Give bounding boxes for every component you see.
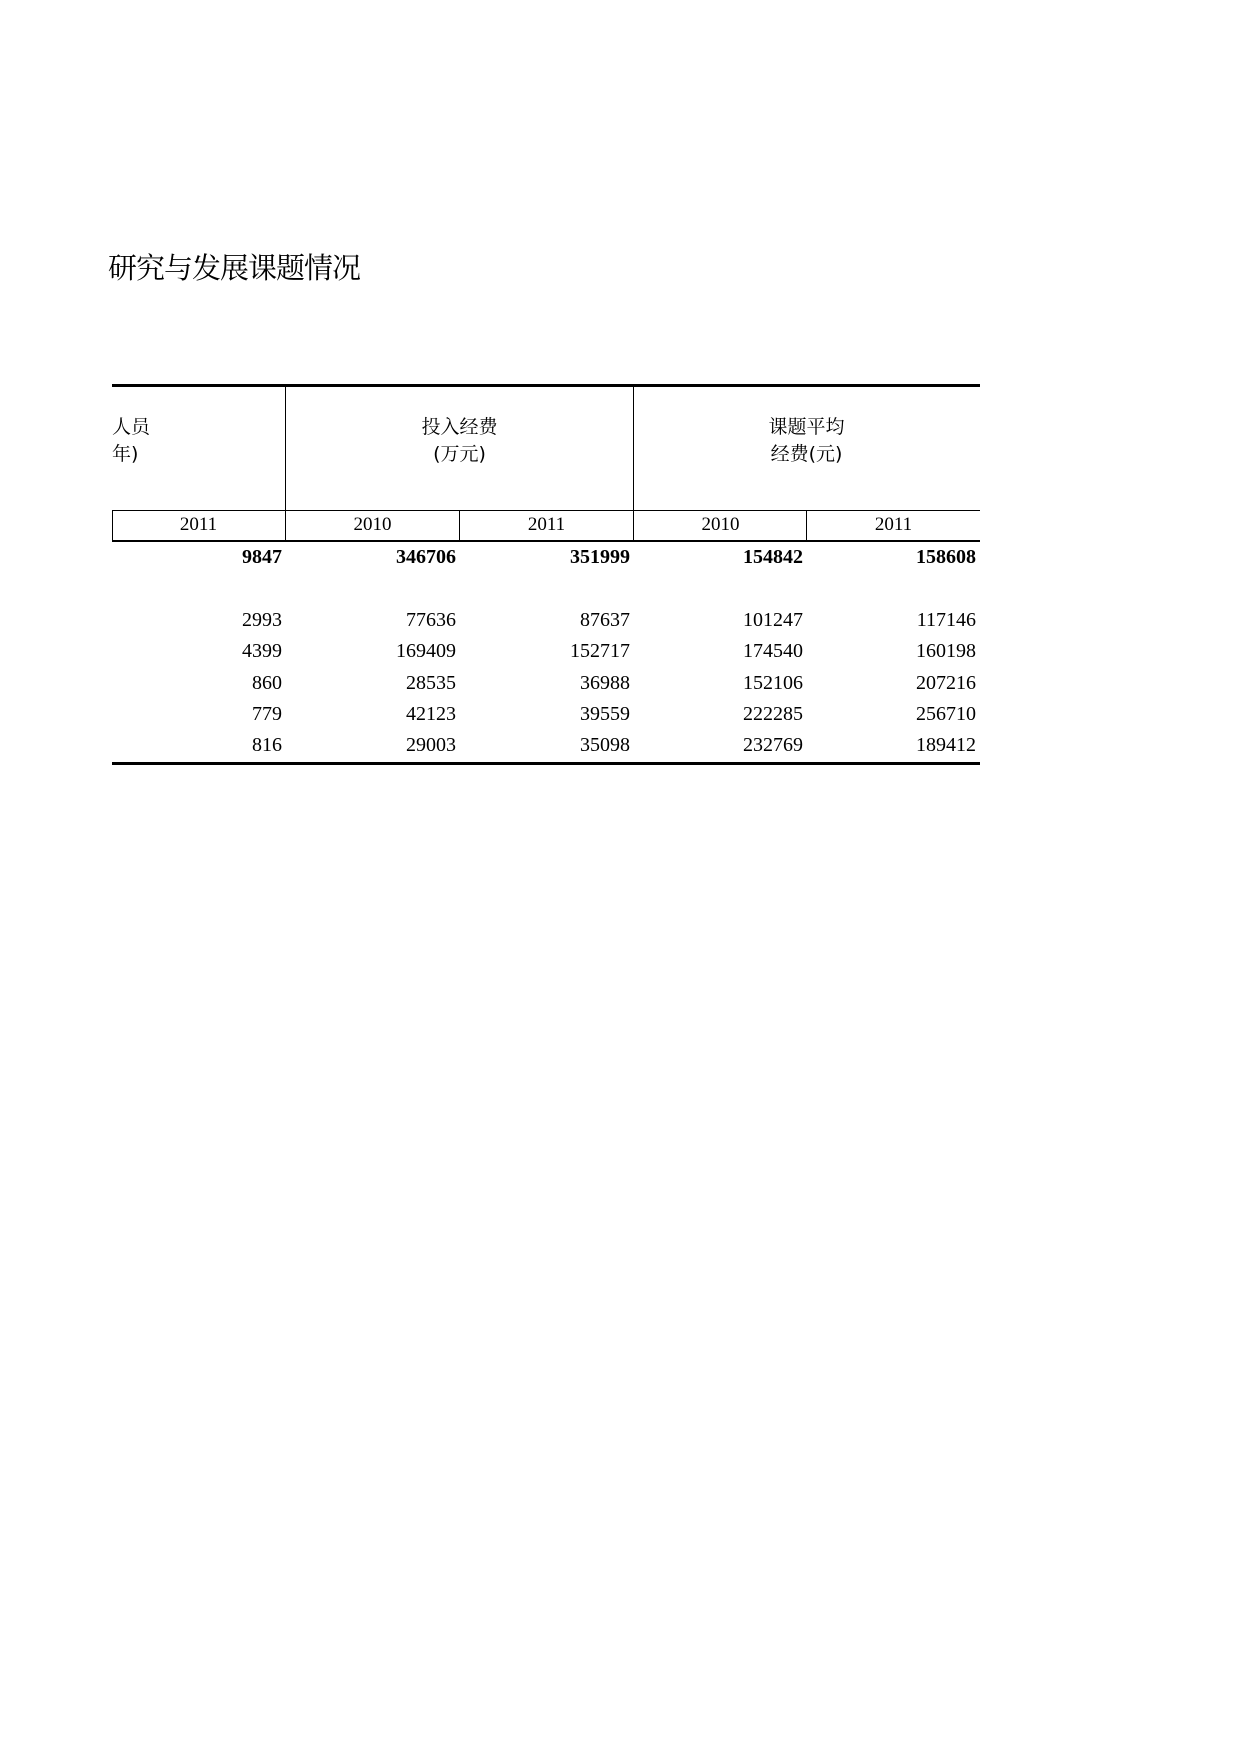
header-avg-funding-line2: 经费(元) — [770, 443, 843, 465]
table-cell: 232769 — [743, 734, 803, 756]
table-cell: 29003 — [406, 734, 456, 756]
header-avg-funding-line1: 课题平均 — [768, 416, 845, 438]
table-cell: 4399 — [242, 640, 282, 662]
table-cell: 189412 — [916, 734, 976, 756]
header-avg-funding — [633, 414, 980, 468]
table-cell: 42123 — [406, 703, 456, 725]
table-cell: 860 — [252, 672, 282, 694]
table-cell: 346706 — [396, 546, 456, 568]
year-header: 2010 — [701, 514, 740, 535]
table-row — [112, 730, 980, 760]
table-cell: 36988 — [580, 672, 630, 694]
header-funding-line1: 投入经费 — [421, 416, 498, 438]
table-cell: 152717 — [570, 640, 630, 662]
year-header: 2011 — [874, 514, 913, 535]
header-funding-line2: (万元) — [433, 443, 486, 465]
table-cell: 77636 — [406, 609, 456, 631]
page-title: 研究与发展课题情况 — [108, 251, 361, 285]
table-row — [112, 699, 980, 729]
data-table — [112, 384, 980, 766]
header-personnel-line1: 人员 — [112, 416, 151, 438]
table-cell: 256710 — [916, 703, 976, 725]
table-cell: 152106 — [743, 672, 803, 694]
year-header: 2011 — [527, 514, 566, 535]
table-row-total — [112, 542, 980, 572]
table-cell: 101247 — [743, 609, 803, 631]
table-cell: 2993 — [242, 609, 282, 631]
table-cell: 160198 — [916, 640, 976, 662]
table-top-rule — [112, 384, 980, 387]
table-cell: 87637 — [580, 609, 630, 631]
table-row — [112, 636, 980, 666]
table-cell: 154842 — [743, 546, 803, 568]
table-cell: 169409 — [396, 640, 456, 662]
table-cell: 28535 — [406, 672, 456, 694]
header-personnel-line2: 年) — [112, 443, 139, 465]
table-cell: 35098 — [580, 734, 630, 756]
year-header: 2011 — [179, 514, 218, 535]
table-cell: 174540 — [743, 640, 803, 662]
table-cell: 207216 — [916, 672, 976, 694]
table-cell: 351999 — [570, 546, 630, 568]
table-cell: 158608 — [916, 546, 976, 568]
table-cell: 779 — [252, 703, 282, 725]
table-cell: 117146 — [916, 609, 976, 631]
table-cell: 816 — [252, 734, 282, 756]
table-cell: 222285 — [743, 703, 803, 725]
table-bottom-rule — [112, 762, 980, 765]
header-funding — [286, 414, 633, 468]
table-row — [112, 668, 980, 698]
table-cell: 39559 — [580, 703, 630, 725]
header-personnel — [112, 414, 282, 468]
table-cell: 9847 — [242, 546, 282, 568]
table-row — [112, 605, 980, 635]
year-header: 2010 — [353, 514, 392, 535]
